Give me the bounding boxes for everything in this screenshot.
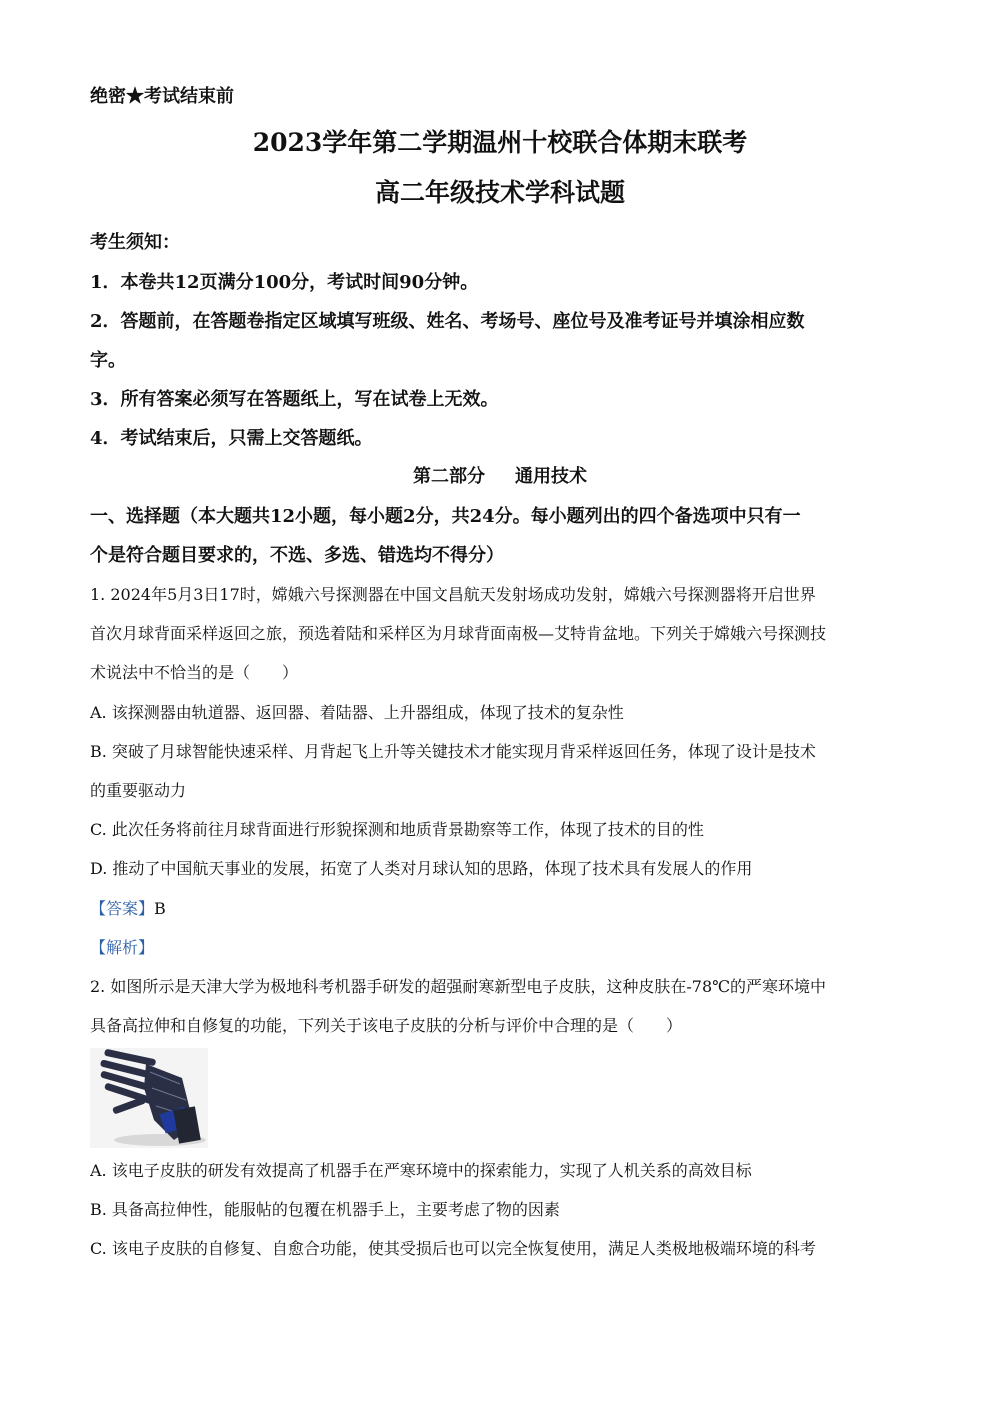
section-heading (0, 466, 1000, 488)
robot-hand-image (90, 1048, 208, 1148)
notice-item: 3．所有答案必须写在答题纸上，写在试卷上无效。 (90, 389, 499, 410)
q1-stem: 1. 2024年5月3日17时，嫦娥六号探测器在中国文昌航天发射场成功发射，嫦娥六号探测器将开启世界 (90, 585, 816, 604)
section-name: 通用技术 (515, 466, 587, 487)
exam-title: 2023学年第二学期温州十校联合体期末联考 (252, 128, 748, 157)
robot-hand-illustration (90, 1048, 208, 1148)
q2-option-a: A. 该电子皮肤的研发有效提高了机器手在严寒环境中的探索能力，实现了人机关系的高效目标 (90, 1161, 752, 1180)
q1-answer (90, 899, 910, 918)
q1-option-a: A. 该探测器由轨道器、返回器、着陆器、上升器组成，体现了技术的复杂性 (90, 703, 624, 722)
q1-stem: 首次月球背面采样返回之旅，预选着陆和采样区为月球背面南极—艾特肯盆地。下列关于嫦娥六号探测技 (90, 624, 827, 643)
q2-stem: 2. 如图所示是天津大学为极地科考机器手研发的超强耐寒新型电子皮肤，这种皮肤在-78℃的严寒环境中 (90, 977, 827, 996)
choice-heading-cont: 个是符合题目要求的，不选、多选、错选均不得分） (90, 545, 504, 566)
q2-option-c: C. 该电子皮肤的自修复、自愈合功能，使其受损后也可以完全恢复使用，满足人类极地极端环境的科考 (90, 1239, 816, 1258)
q1-analysis-label: 【解析】 (90, 938, 155, 957)
exam-subtitle: 高二年级技术学科试题 (374, 178, 625, 207)
q1-option-c: C. 此次任务将前往月球背面进行形貌探测和地质背景勘察等工作，体现了技术的目的性 (90, 820, 704, 839)
confidential-label: 绝密★考试结束前 (90, 86, 234, 107)
q1-option-b: B. 突破了月球智能快速采样、月背起飞上升等关键技术才能实现月背采样返回任务，体现了设计是技术 (90, 742, 816, 761)
notice-item: 字。 (90, 350, 126, 371)
notice-item: 4．考试结束后，只需上交答题纸。 (90, 428, 373, 449)
notice-item: 2．答题前，在答题卷指定区域填写班级、姓名、考场号、座位号及准考证号并填涂相应数 (90, 311, 805, 332)
q1-option-d: D. 推动了中国航天事业的发展，拓宽了人类对月球认知的思路，体现了技术具有发展人的作用 (90, 859, 753, 878)
notice-heading: 考生须知： (90, 232, 180, 253)
notice-item: 1．本卷共12页满分100分，考试时间90分钟。 (90, 272, 479, 293)
q1-option-b-cont: 的重要驱动力 (90, 781, 187, 800)
q2-stem: 具备高拉伸和自修复的功能，下列关于该电子皮肤的分析与评价中合理的是（ ） (90, 1016, 683, 1035)
section-part: 第二部分 (413, 466, 485, 487)
q1-stem: 术说法中不恰当的是（ ） (90, 663, 299, 682)
answer-label: 【答案】 (90, 899, 155, 918)
answer-value: B (154, 899, 166, 918)
q2-option-b: B. 具备高拉伸性，能服帖的包覆在机器手上，主要考虑了物的因素 (90, 1200, 560, 1219)
choice-heading: 一、选择题（本大题共12小题，每小题2分，共24分。每小题列出的四个备选项中只有一 (90, 506, 801, 527)
